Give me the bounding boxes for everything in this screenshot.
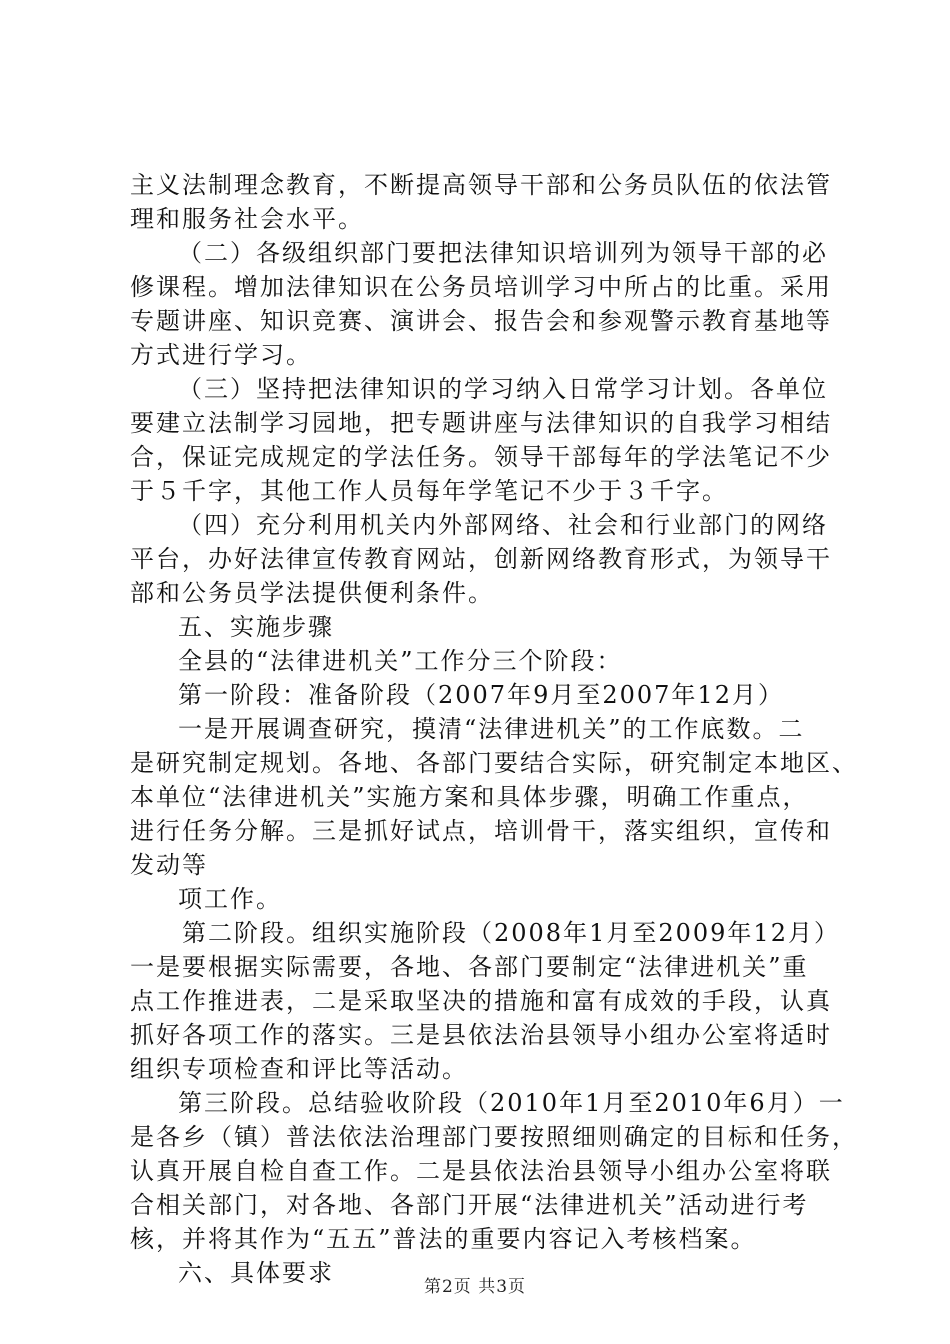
text-line: 于５千字，其他工作人员每年学笔记不少于３千字。	[130, 477, 728, 505]
text-line: 核，并将其作为“五五”普法的重要内容记入考核档案。	[130, 1225, 757, 1253]
text-line: 主义法制理念教育，不断提高领导干部和公务员队伍的依法管	[130, 171, 832, 199]
paragraph-start-line: （三）坚持把法律知识的学习纳入日常学习计划。各单位	[178, 375, 828, 403]
text-line: 合相关部门，对各地、各部门开展“法律进机关”活动进行考	[130, 1191, 809, 1219]
text-line: 进行任务分解。三是抓好试点，培训骨干，落实组织，宣传和	[130, 817, 832, 845]
text-line: 本单位“法律进机关”实施方案和具体步骤，明确工作重点，	[130, 783, 809, 811]
text-line: 一是要根据实际需要，各地、各部门要制定“法律进机关”重	[130, 953, 809, 981]
document-body	[130, 168, 858, 1290]
text-line: 点工作推进表，二是采取坚决的措施和富有成效的手段，认真	[130, 987, 832, 1015]
text-line: 组织专项检查和评比等活动。	[130, 1055, 468, 1083]
text-line: 平台，办好法律宣传教育网站，创新网络教育形式，为领导干	[130, 545, 832, 573]
page-number-footer: 第2页 共3页	[423, 1277, 527, 1297]
text-line: 修课程。增加法律知识在公务员培训学习中所占的比重。采用	[130, 273, 832, 301]
stage-heading: 第一阶段：准备阶段（2007年9月至2007年12月）	[178, 681, 784, 709]
stage-heading: 第三阶段。总结验收阶段（2010年1月至2010年6月）一	[178, 1089, 845, 1117]
text-line: 是各乡（镇）普法依法治理部门要按照细则确定的目标和任务，	[130, 1123, 858, 1151]
text-line: 合，保证完成规定的学法任务。领导干部每年的学法笔记不少	[130, 443, 832, 471]
section-heading: 五、实施步骤	[178, 613, 334, 641]
text-line: 方式进行学习。	[130, 341, 312, 369]
paragraph-start-line: （四）充分利用机关内外部网络、社会和行业部门的网络	[178, 511, 828, 539]
text-line: 是研究制定规划。各地、各部门要结合实际，研究制定本地区、	[130, 749, 858, 777]
text-line: 要建立法制学习园地，把专题讲座与法律知识的自我学习相结	[130, 409, 832, 437]
text-line: 发动等	[130, 851, 208, 879]
section-heading: 六、具体要求	[178, 1259, 334, 1287]
stage-heading: 第二阶段。组织实施阶段（2008年1月至2009年12月）	[182, 919, 840, 947]
text-line: 理和服务社会水平。	[130, 205, 364, 233]
text-line: 抓好各项工作的落实。三是县依法治县领导小组办公室将适时	[130, 1021, 832, 1049]
paragraph-start-line: 全县的“法律进机关”工作分三个阶段：	[178, 647, 623, 675]
paragraph-start-line: 一是开展调查研究，摸清“法律进机关”的工作底数。二	[178, 715, 805, 743]
text-line: 认真开展自检自查工作。二是县依法治县领导小组办公室将联	[130, 1157, 832, 1185]
text-line: 部和公务员学法提供便利条件。	[130, 579, 494, 607]
text-line: 项工作。	[178, 885, 282, 913]
paragraph-start-line: （二）各级组织部门要把法律知识培训列为领导干部的必	[178, 239, 828, 267]
text-line: 专题讲座、知识竞赛、演讲会、报告会和参观警示教育基地等	[130, 307, 832, 335]
